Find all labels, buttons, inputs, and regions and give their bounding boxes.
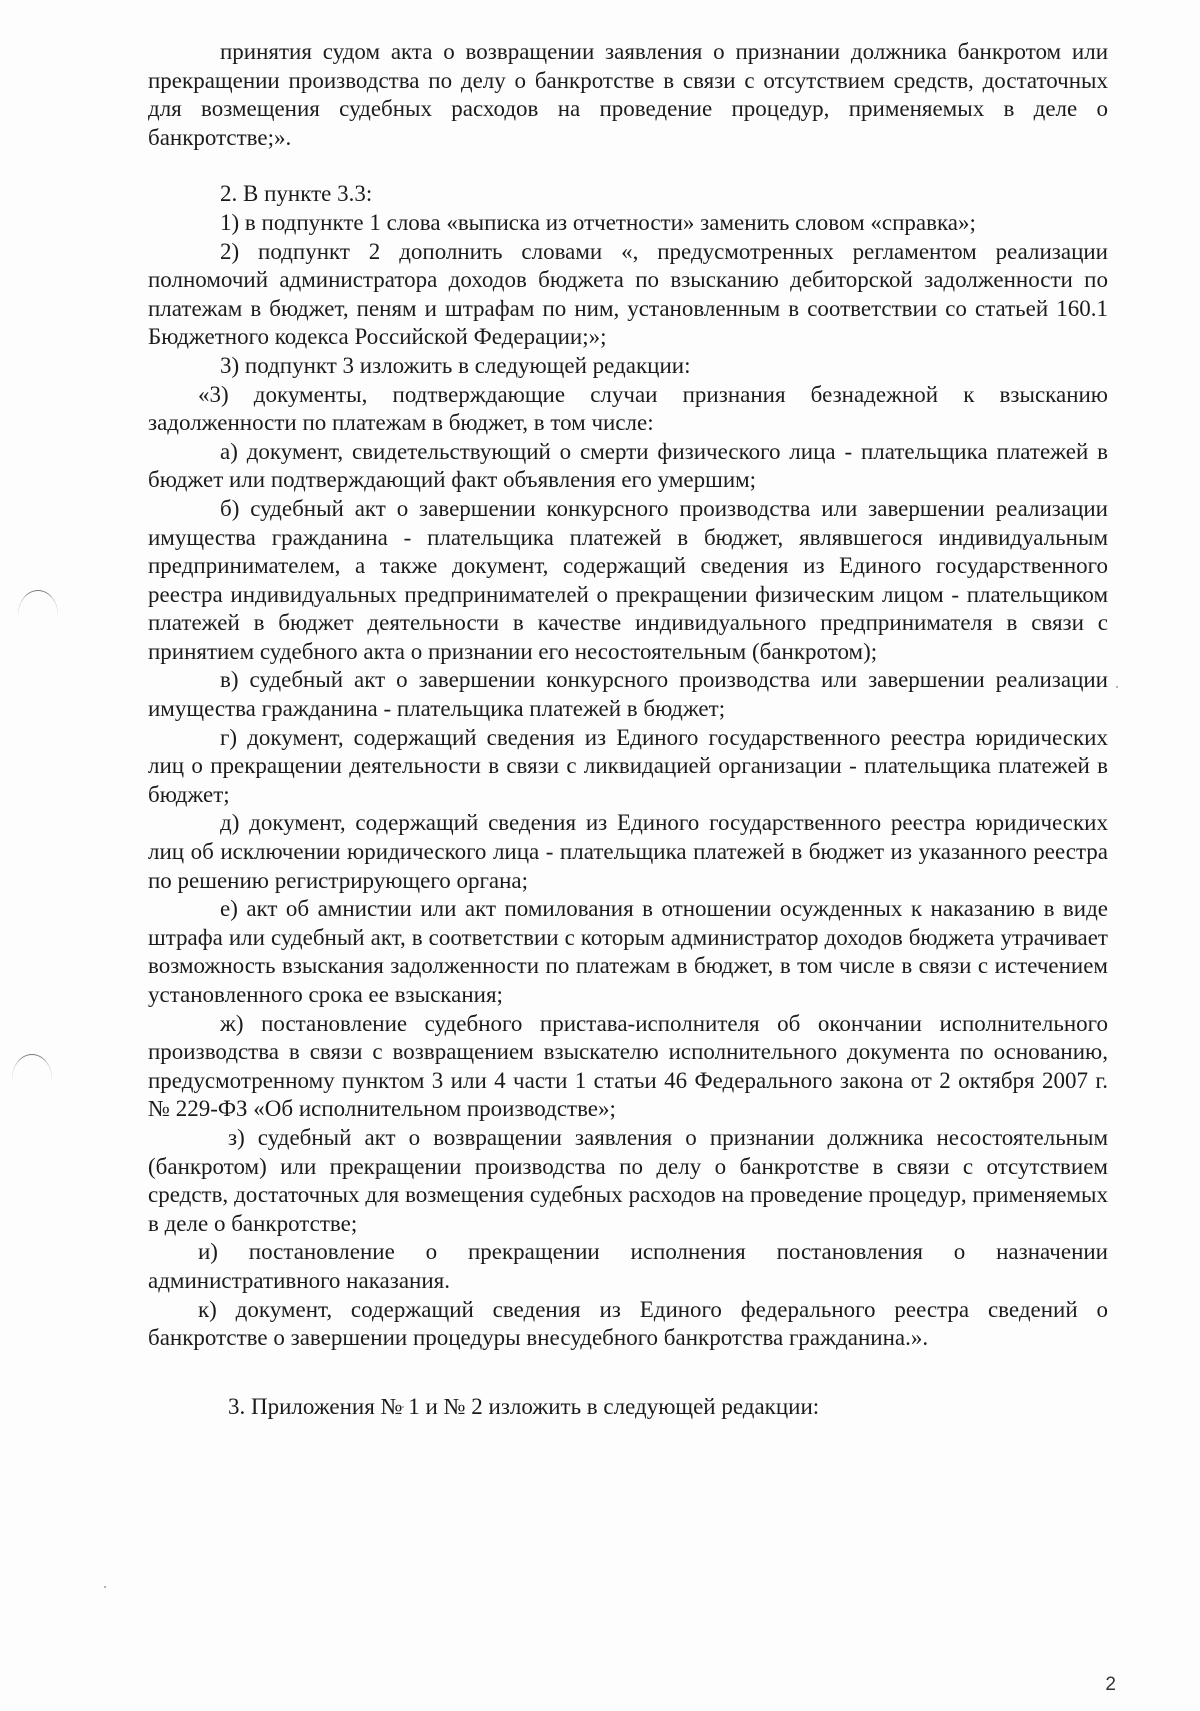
paragraph-letter-d: д) документ, содержащий сведения из Единого государственного реестра юридических лиц об исключении юридического лица - плательщика платежей в бюджет из указанного реестра по решению регистрирующего органа;: [148, 810, 1108, 893]
scan-speck: [104, 1586, 106, 1588]
paragraph-letter-k: к) документ, содержащий сведения из Единого федерального реестра сведений о банкротстве о завершении процедуры внесудебного банкротства гражданина.».: [148, 1296, 1108, 1351]
paragraph-continuation: принятия судом акта о возвращении заявления о признании должника банкротом или прекращении производства по делу о банкротстве в связи с отсутствием средств, достаточных для возмещения судебных расходов на проведение процедур, применяемых в деле о банкротстве;».: [148, 39, 1108, 150]
paragraph-letter-a: а) документ, свидетельствующий о смерти физического лица - плательщика платежей в бюджет или подтверждающий факт объявления его умершим;: [148, 438, 1108, 493]
paragraph-letter-e: е) акт об амнистии или акт помилования в отношении осужденных к наказанию в виде штрафа или судебный акт, в соответствии с которым администратор доходов бюджета утрачивает возможность взыскания задолженности по платежам в бюджет, в том числе в связи с истечением установленного срока ее взыскания;: [148, 896, 1108, 1007]
paragraph-subitem-2: 2) подпункт 2 дополнить словами «, предусмотренных регламентом реализации полномочий администратора доходов бюджета по взысканию дебиторской задолженности по платежам в бюджет, пеням и штрафам по ним, установленным в соответствии со статьей 160.1 Бюджетного кодекса Российской Федерации;»;: [148, 238, 1108, 350]
paragraph-subitem-3: 3) подпункт 3 изложить в следующей редакции:: [220, 352, 691, 378]
page-number: 2: [1105, 1674, 1116, 1695]
paragraph-letter-z: з) судебный акт о возвращении заявления о признании должника несостоятельным (банкротом) или прекращении производства по делу о банкротстве в связи с отсутствием средств, достаточных для возмещения судебных расходов на проведение процедур, применяемых в деле о банкротстве;: [148, 1124, 1108, 1236]
paragraph-subitem-1: 1) в подпункте 1 слова «выписка из отчетности» заменить словом «справка»;: [220, 209, 976, 235]
paragraph-letter-zh: ж) постановление судебного пристава-исполнителя об окончании исполнительного производства в связи с возвращением взыскателю исполнительного документа по основанию, предусмотренному пунктом 3 или 4 части 1 статьи 46 Федерального закона от 2 октября 2007 г. № 229-ФЗ «Об исполнительном производстве»;: [148, 1010, 1108, 1122]
document-body: [148, 38, 1108, 1421]
scan-speck: [1116, 686, 1118, 688]
paragraph-item-2: 2. В пункте 3.3:: [220, 181, 373, 207]
paragraph-quoted-3: «3) документы, подтверждающие случаи признания безнадежной к взысканию задолженности по платежам в бюджет, в том числе:: [148, 381, 1108, 436]
paragraph-item-3: 3. Приложения № 1 и № 2 изложить в следующей редакции:: [228, 1393, 820, 1419]
punch-hole-mark: [12, 1054, 52, 1079]
paragraph-letter-b: б) судебный акт о завершении конкурсного производства или завершении реализации имущества гражданина - плательщика платежей в бюджет, являвшегося индивидуальным предпринимателем, а также документ, содержащий сведения из Единого государственного реестра индивидуальных предпринимателей о прекращении физическим лицом - плательщиком платежей в бюджет деятельности в качестве индивидуального предпринимателя в связи с принятием судебного акта о признании его несостоятельным (банкротом);: [148, 495, 1108, 664]
paragraph-letter-i: и) постановление о прекращении исполнения постановления о назначении административного наказания.: [148, 1239, 1108, 1293]
paragraph-letter-v: в) судебный акт о завершении конкурсного производства или завершении реализации имущества гражданина - плательщика платежей в бюджет;: [148, 667, 1108, 722]
punch-hole-mark: [18, 590, 58, 615]
paragraph-letter-g: г) документ, содержащий сведения из Единого государственного реестра юридических лиц о прекращении деятельности в связи с ликвидацией организации - плательщика платежей в бюджет;: [148, 724, 1108, 807]
